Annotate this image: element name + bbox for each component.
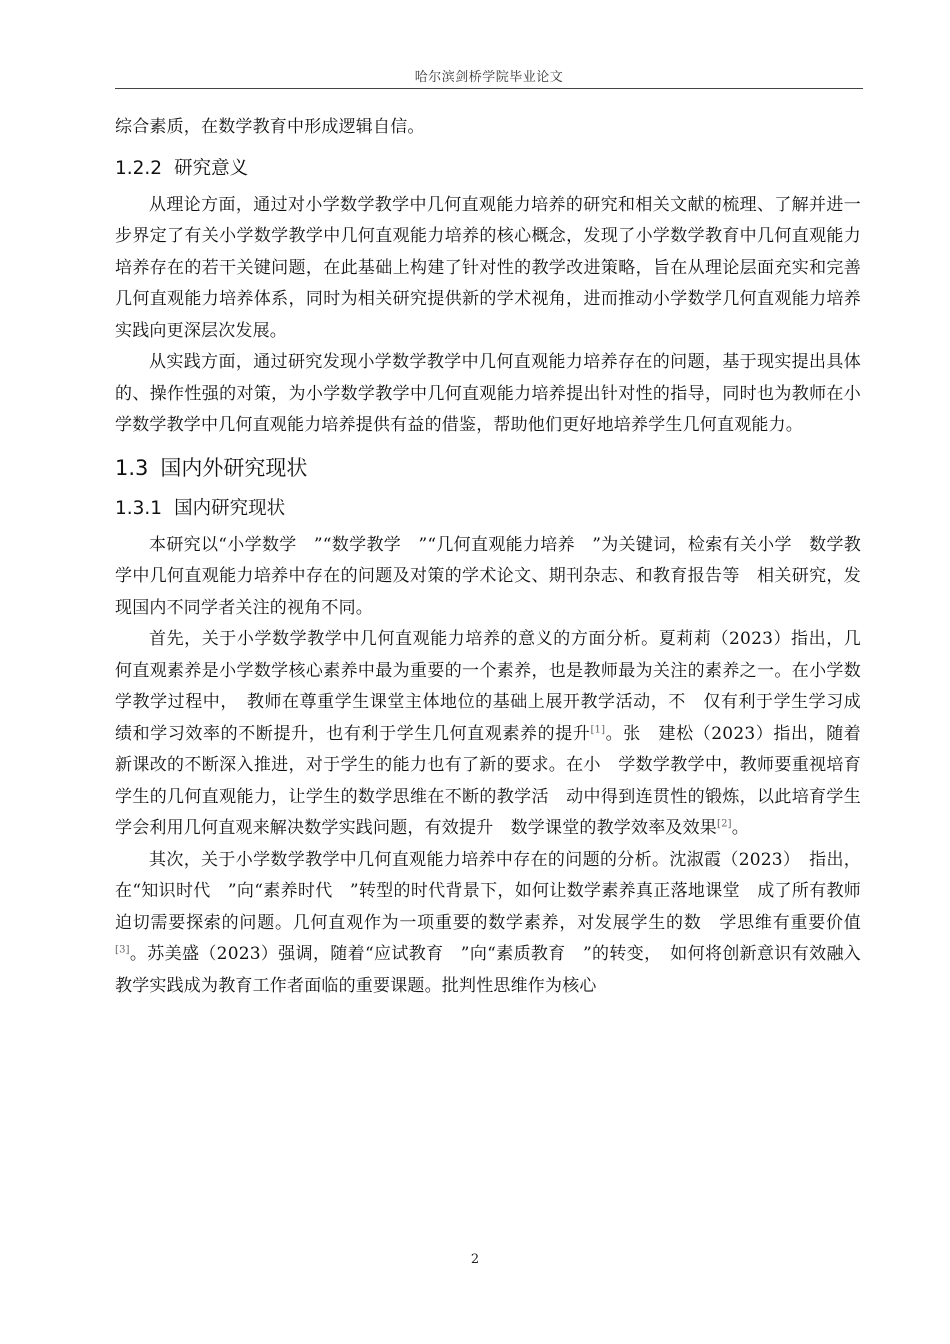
heading-title: 国内研究现状 xyxy=(174,497,286,519)
paragraph-second xyxy=(115,845,861,1003)
paragraph-practice: 从实践方面，通过研究发现小学数学教学中几何直观能力培养存在的问题，基于现实提出具体的、操作性强的对策，为小学数学教学中几何直观能力培养提出针对性的指导，同时也为教师在小学数学教学中几何直观能力培养提供有益的借鉴，帮助他们更好地培养学生几何直观能力。 xyxy=(115,352,861,435)
page-number: 2 xyxy=(470,1252,480,1267)
paragraph-theory: 从理论方面，通过对小学数学教学中几何直观能力培养的研究和相关文献的梳理、了解并进一步界定了有关小学数学教学中几何直观能力培养的核心概念，发现了小学数学教育中几何直观能力培养存在的若干关键问题，在此基础上构建了针对性的教学改进策略，旨在从理论层面充实和完善几何直观能力培养体系，同时为相关研究提供新的学术视角，进而推动小学数学几何直观能力培养实践向更深层次发展。 xyxy=(115,194,861,341)
heading-title: 研究意义 xyxy=(174,157,249,179)
citation-ref: [2] xyxy=(717,818,732,830)
paragraph-text: 。张 建松（2023）指出，随着新课改的不断深入推进，对于学生的能力也有了新的要求。在小 学数学教学中，教师要重视培育学生的几何直观能力，让学生的数学思维在不断的教学活 动中得到连贯性的锻炼，以此培育学生学会利用几何直观来解决数学实践问题，有效提升 数学课堂的教学效率及效果 xyxy=(115,723,861,838)
page-content xyxy=(115,112,861,1002)
heading-1-3-1 xyxy=(115,494,861,524)
paragraph-text: 首先，关于小学数学教学中几何直观能力培养的意义的方面分析。夏莉莉（2023）指出，几何直观素养是小学数学核心素养中最为重要的一个素养，也是教师最为关注的素养之一。在小学数学教学过程中， 教师在尊重学生课堂主体地位的基础上展开教学活动，不 仅有利于学生学习成绩和学习效率的不断提升，也有利于学生几何直观素养的提升 xyxy=(115,629,861,744)
heading-1-2-2 xyxy=(115,154,861,184)
paragraph-first xyxy=(115,624,861,845)
heading-number: 1.2.2 xyxy=(115,157,163,179)
page-header: 哈尔滨剑桥学院毕业论文 xyxy=(414,70,564,85)
heading-number: 1.3 xyxy=(115,455,149,480)
header-rule xyxy=(115,88,863,89)
paragraph-text: 。 xyxy=(731,818,749,838)
paragraph-keywords: 本研究以“小学数学 ”“数学教学 ”“几何直观能力培养 ”为关键词，检索有关小学 数学教学中几何直观能力培养中存在的问题及对策的学术论文、期刊杂志、和教育报告等 相关研究，发现国内不同学者关注的视角不同。 xyxy=(115,534,861,618)
heading-1-3 xyxy=(115,452,861,484)
paragraph-continued: 综合素质，在数学教育中形成逻辑自信。 xyxy=(115,117,425,137)
paragraph-text: 其次，关于小学数学教学中几何直观能力培养中存在的问题的分析。沈淑霞（2023） 指出，在“知识时代 ”向“素养时代 ”转型的时代背景下，如何让数学素养真正落地课堂 成了所有教师迫切需要探索的问题。几何直观作为一项重要的数学素养，对发展学生的数 学思维有重要价值 xyxy=(115,849,861,933)
paragraph-text: 。苏美盛（2023）强调，随着“应试教育 ”向“素质教育 ”的转变， 如何将创新意识有效融入教学实践成为教育工作者面临的重要课题。批判性思维作为核心 xyxy=(115,944,861,996)
heading-title: 国内外研究现状 xyxy=(160,455,308,480)
citation-ref: [1] xyxy=(590,723,606,735)
heading-number: 1.3.1 xyxy=(115,497,163,519)
citation-ref: [3] xyxy=(115,944,130,956)
